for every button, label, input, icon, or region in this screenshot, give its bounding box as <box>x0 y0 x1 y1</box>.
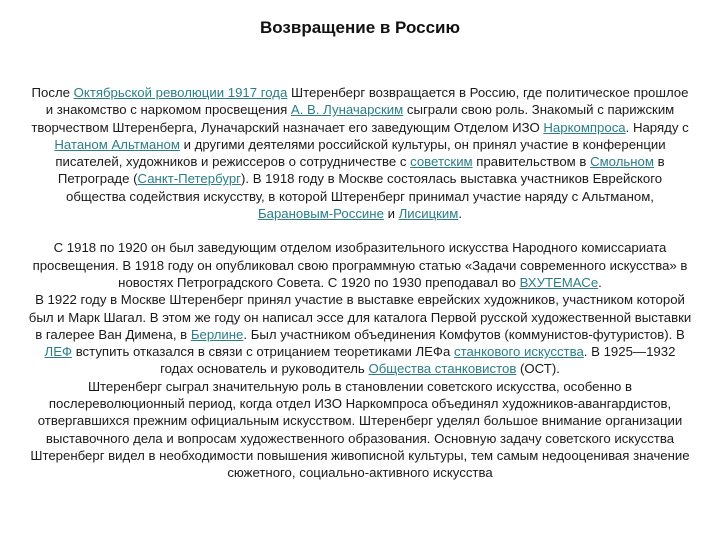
paragraph-exhibition-1922 <box>28 291 692 377</box>
text-run: (ОСТ). <box>516 361 560 377</box>
paragraph-return <box>28 84 692 222</box>
link-narkompros[interactable]: Наркомпроса <box>543 119 626 135</box>
slide-title: Возвращение в Россию <box>260 18 460 37</box>
text-run: После <box>31 85 74 100</box>
text-run: С 1918 по 1920 он был заведующим отделом изобразительного искусства Народного комиссариата просвещения. В 1918 году он опубликовал свою программную статью «Задачи современного искусства» в новостях Петроградского Совета. С 1920 по 1930 преподавал во <box>32 240 688 290</box>
text-run: сыграли свою роль. Знакомый с парижским творчеством Штеренберга, Луначарский назначает его заведующим Отделом ИЗО <box>31 102 675 135</box>
link-easel-art[interactable]: станкового искусства <box>453 344 584 360</box>
text-run: . <box>598 274 602 290</box>
link-saint-petersburg[interactable]: Санкт-Петербург <box>137 171 241 187</box>
link-soviet[interactable]: советским <box>410 154 473 170</box>
text-run: и <box>383 206 399 222</box>
text-run: Штеренберг возвращается в Россию, где политическое прошлое и знакомство с наркомом просвещения <box>45 85 689 118</box>
link-october-revolution[interactable]: Октябрьской революции 1917 года <box>73 85 288 100</box>
text-run: и другими деятелями российской культуры, он принял участие в конференции писателей, художников и режиссеров о сотрудничестве с <box>55 136 666 170</box>
text-run: . Был участником объединения Комфутов (коммунистов-футуристов). В <box>243 326 685 342</box>
text-run: вступить отказался в связи с отрицанием теоретиками ЛЕФа <box>72 344 454 360</box>
link-natan-altman[interactable]: Натаном Альтманом <box>54 136 180 152</box>
link-lissitzky[interactable]: Лисицким <box>398 206 459 222</box>
link-baranov-rossine[interactable]: Барановым-Россине <box>257 206 384 222</box>
paragraph-izo <box>28 239 692 291</box>
text-run: в Петрограде ( <box>57 154 665 187</box>
text-run: правительством в <box>472 154 591 170</box>
link-ost-society[interactable]: Общества станковистов <box>368 361 517 377</box>
paragraph-role: Штеренберг сыграл значительную роль в становлении советского искусства, особенно в послереволюционный период, когда отдел ИЗО Наркомпроса объединял художников-авангардистов, отвергавшихся прежним официальным искусством. Штеренберг уделял большое внимание организации выставочного дела и вопросам художественного образования. Основную задачу советского искусства Штеренберг видел в необходимости повышения живописной культуры, тем самым недооценивая значение сюжетного, социально-активного искусства <box>30 378 690 481</box>
link-berlin[interactable]: Берлине <box>190 326 244 342</box>
link-smolny[interactable]: Смольном <box>590 154 654 170</box>
link-lunacharsky[interactable]: А. В. Луначарским <box>290 102 404 118</box>
link-lef[interactable]: ЛЕФ <box>44 344 73 360</box>
text-run: . <box>458 206 463 222</box>
text-run: ). В 1918 году в Москве состоялась выставка участников Еврейского общества содействия искусству, в которой Штеренберг принимал участие наряду с Альтманом, <box>66 171 663 204</box>
link-vkhutemas[interactable]: ВХУТЕМАСе <box>519 274 599 290</box>
text-run: . В 1925—1932 годах основатель и руководитель <box>160 344 676 377</box>
text-run: В 1922 году в Москве Штеренберг принял участие в выставке еврейских художников, участником которой был и Марк Шагал. В этом же году он написал эссе для каталога Первой русской художественной выставки в галерее Ван Димена, в <box>28 292 692 342</box>
text-run: . Наряду с <box>625 119 689 135</box>
slide-body <box>28 84 692 482</box>
